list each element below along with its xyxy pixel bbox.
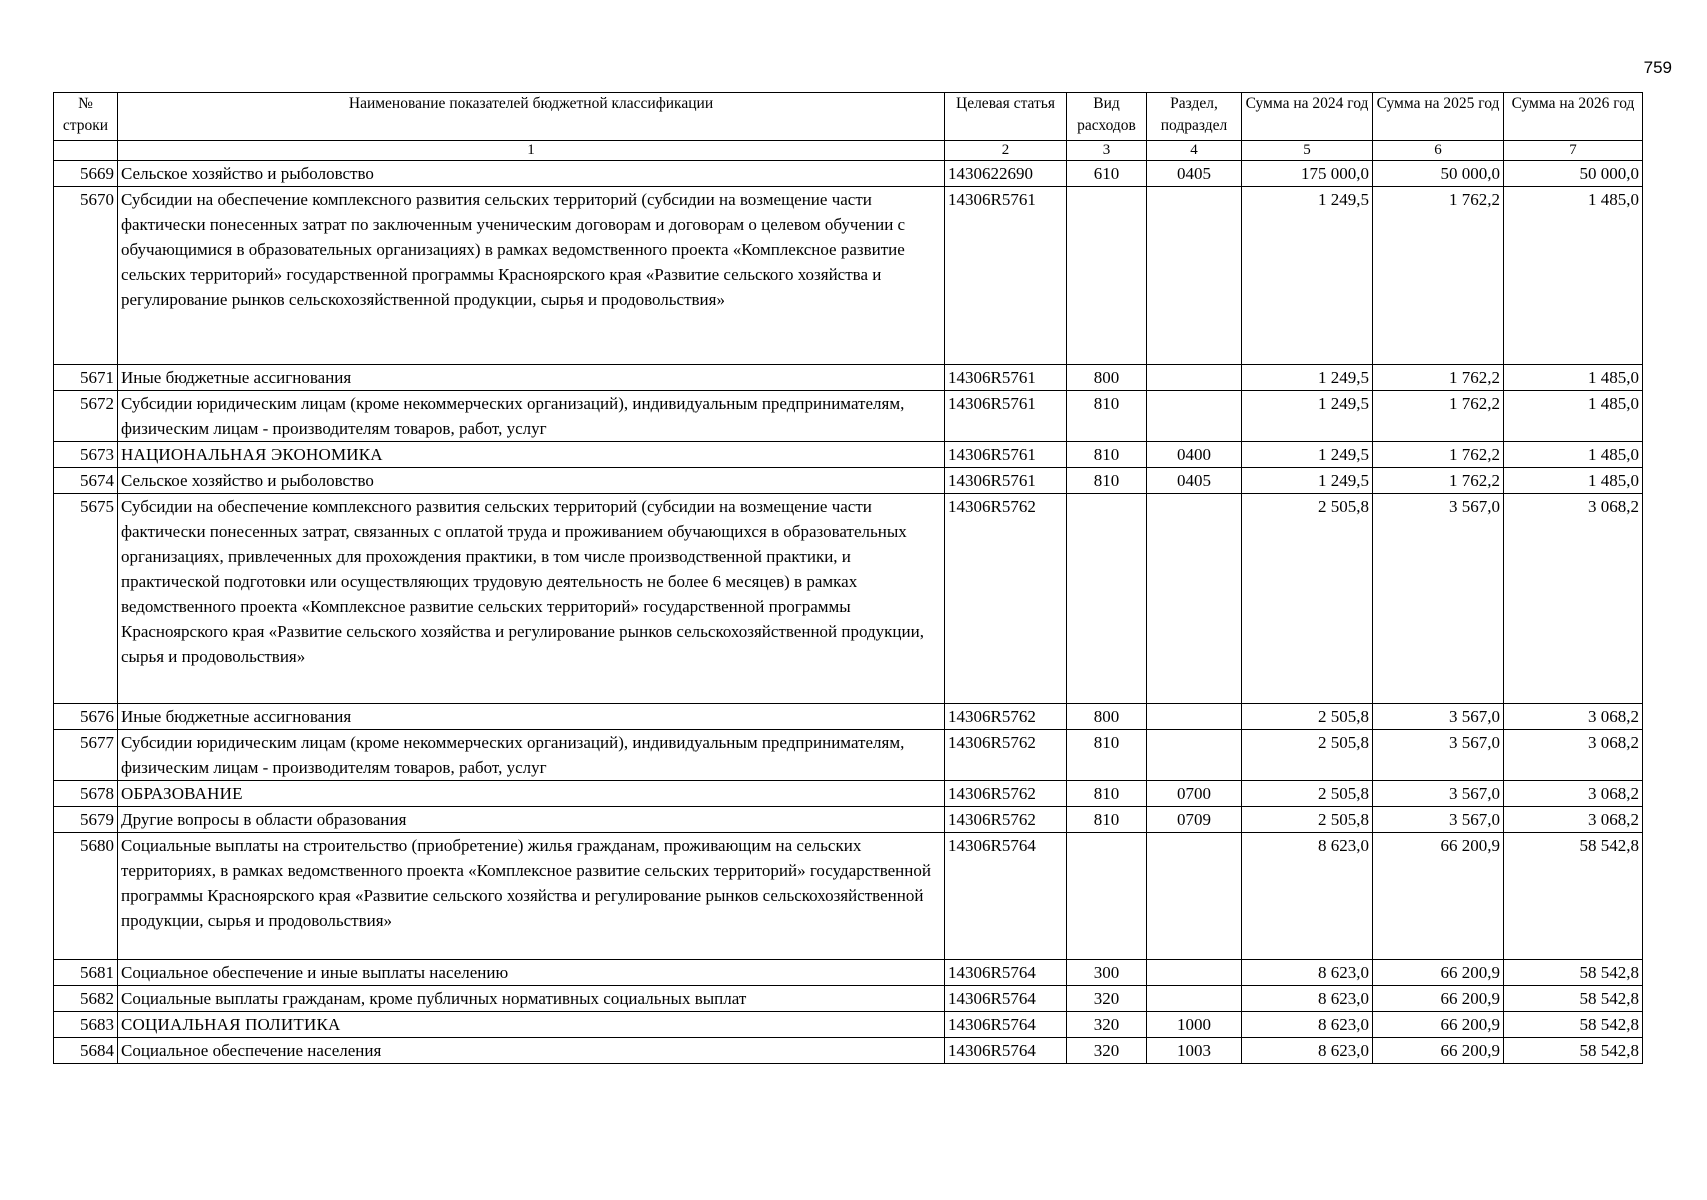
col-number [54,141,118,161]
row-number: 5676 [54,704,118,730]
row-sum-2025: 1 762,2 [1373,365,1504,391]
row-vid: 810 [1067,807,1147,833]
row-target-code: 14306R5762 [945,730,1067,781]
header-razdel: Раздел, подраздел [1147,93,1242,141]
row-sum-2024: 1 249,5 [1242,365,1373,391]
row-name: Иные бюджетные ассигнования [118,365,945,391]
row-sum-2025: 66 200,9 [1373,986,1504,1012]
table-row [54,730,1643,781]
row-sum-2024: 175 000,0 [1242,161,1373,187]
header-sum-2024: Сумма на 2024 год [1242,93,1373,141]
row-number: 5678 [54,781,118,807]
row-number: 5679 [54,807,118,833]
column-number-row [54,141,1643,161]
row-number: 5674 [54,468,118,494]
header-name: Наименование показателей бюджетной классификации [118,93,945,141]
row-sum-2026: 58 542,8 [1504,833,1643,960]
row-sum-2025: 66 200,9 [1373,1012,1504,1038]
row-number: 5673 [54,442,118,468]
row-razdel [1147,960,1242,986]
row-sum-2024: 8 623,0 [1242,1038,1373,1064]
row-sum-2025: 3 567,0 [1373,704,1504,730]
row-sum-2026: 58 542,8 [1504,960,1643,986]
table-row [54,161,1643,187]
row-vid: 810 [1067,442,1147,468]
row-target-code: 14306R5762 [945,781,1067,807]
row-razdel [1147,833,1242,960]
row-sum-2025: 1 762,2 [1373,442,1504,468]
row-sum-2026: 58 542,8 [1504,986,1643,1012]
row-sum-2025: 1 762,2 [1373,187,1504,365]
header-sum-2026: Сумма на 2026 год [1504,93,1643,141]
row-target-code: 14306R5761 [945,391,1067,442]
table-row [54,187,1643,365]
row-sum-2025: 66 200,9 [1373,1038,1504,1064]
row-sum-2026: 58 542,8 [1504,1038,1643,1064]
row-sum-2024: 1 249,5 [1242,468,1373,494]
table-row [54,704,1643,730]
row-sum-2024: 2 505,8 [1242,730,1373,781]
row-sum-2025: 3 567,0 [1373,781,1504,807]
row-sum-2024: 2 505,8 [1242,494,1373,704]
row-number: 5677 [54,730,118,781]
row-number: 5680 [54,833,118,960]
row-number: 5670 [54,187,118,365]
table-row [54,833,1643,960]
row-target-code: 14306R5762 [945,807,1067,833]
row-sum-2025: 66 200,9 [1373,833,1504,960]
col-number: 4 [1147,141,1242,161]
row-name: Социальное обеспечение и иные выплаты населению [118,960,945,986]
col-number: 3 [1067,141,1147,161]
row-name: Субсидии на обеспечение комплексного развития сельских территорий (субсидии на возмещение части фактически понесенных затрат, связанных с оплатой труда и проживанием обучающихся в образовательных организациях, привлеченных для прохождения практики, в том числе производственной практики, и практической подготовки или осуществляющих трудовую деятельность не более 6 месяцев) в рамках ведомственного проекта «Комплексное развитие сельских территорий» государственной программы Красноярского края «Развитие сельского хозяйства и регулирование рынков сельскохозяйственной продукции, сырья и продовольствия» [118,494,945,704]
row-vid: 810 [1067,468,1147,494]
row-target-code: 14306R5762 [945,494,1067,704]
row-razdel [1147,391,1242,442]
row-sum-2026: 3 068,2 [1504,704,1643,730]
row-number: 5682 [54,986,118,1012]
row-sum-2024: 2 505,8 [1242,807,1373,833]
row-number: 5669 [54,161,118,187]
row-vid: 810 [1067,781,1147,807]
row-sum-2025: 66 200,9 [1373,960,1504,986]
row-razdel [1147,986,1242,1012]
row-vid: 610 [1067,161,1147,187]
row-sum-2026: 1 485,0 [1504,365,1643,391]
header-target: Целевая статья [945,93,1067,141]
table-row [54,442,1643,468]
row-razdel: 0709 [1147,807,1242,833]
row-name: Другие вопросы в области образования [118,807,945,833]
row-number: 5681 [54,960,118,986]
row-razdel [1147,730,1242,781]
row-sum-2026: 3 068,2 [1504,807,1643,833]
header-row-no: № строки [54,93,118,141]
row-name: ОБРАЗОВАНИЕ [118,781,945,807]
table-row [54,781,1643,807]
row-target-code: 1430622690 [945,161,1067,187]
row-razdel [1147,704,1242,730]
row-vid [1067,187,1147,365]
row-vid [1067,833,1147,960]
table-row [54,1038,1643,1064]
row-sum-2024: 1 249,5 [1242,442,1373,468]
row-vid: 800 [1067,365,1147,391]
table-row [54,807,1643,833]
row-razdel: 0400 [1147,442,1242,468]
row-target-code: 14306R5764 [945,960,1067,986]
row-sum-2024: 8 623,0 [1242,960,1373,986]
row-sum-2026: 1 485,0 [1504,468,1643,494]
row-number: 5683 [54,1012,118,1038]
row-sum-2024: 2 505,8 [1242,704,1373,730]
row-razdel [1147,494,1242,704]
row-razdel: 0405 [1147,468,1242,494]
row-vid: 300 [1067,960,1147,986]
row-vid: 810 [1067,391,1147,442]
row-razdel: 1000 [1147,1012,1242,1038]
row-number: 5672 [54,391,118,442]
row-sum-2025: 1 762,2 [1373,468,1504,494]
table-row [54,986,1643,1012]
row-name: Субсидии юридическим лицам (кроме некоммерческих организаций), индивидуальным предпринимателям, физическим лицам - производителям товаров, работ, услуг [118,391,945,442]
table-row [54,1012,1643,1038]
row-name: Социальные выплаты на строительство (приобретение) жилья гражданам, проживающим на сельских территориях, в рамках ведомственного проекта «Комплексное развитие сельских территорий» государственной программы Красноярского края «Развитие сельского хозяйства и регулирование рынков сельскохозяйственной продукции, сырья и продовольствия» [118,833,945,960]
row-target-code: 14306R5764 [945,833,1067,960]
row-sum-2024: 2 505,8 [1242,781,1373,807]
row-sum-2026: 1 485,0 [1504,187,1643,365]
row-sum-2025: 3 567,0 [1373,730,1504,781]
row-sum-2026: 1 485,0 [1504,391,1643,442]
row-sum-2024: 8 623,0 [1242,986,1373,1012]
row-razdel [1147,365,1242,391]
page-number: 759 [1643,58,1672,77]
row-razdel: 1003 [1147,1038,1242,1064]
row-sum-2024: 8 623,0 [1242,833,1373,960]
row-sum-2025: 3 567,0 [1373,494,1504,704]
table-row [54,391,1643,442]
budget-table [53,92,1643,1064]
table-row [54,468,1643,494]
row-target-code: 14306R5761 [945,187,1067,365]
row-vid [1067,494,1147,704]
row-number: 5675 [54,494,118,704]
row-sum-2026: 3 068,2 [1504,781,1643,807]
table-header [54,93,1643,161]
row-razdel [1147,187,1242,365]
table-row [54,365,1643,391]
row-vid: 320 [1067,986,1147,1012]
row-vid: 320 [1067,1038,1147,1064]
row-target-code: 14306R5764 [945,986,1067,1012]
row-sum-2026: 58 542,8 [1504,1012,1643,1038]
table-row [54,494,1643,704]
row-sum-2025: 50 000,0 [1373,161,1504,187]
row-razdel: 0700 [1147,781,1242,807]
row-vid: 810 [1067,730,1147,781]
row-name: Субсидии на обеспечение комплексного развития сельских территорий (субсидии на возмещение части фактически понесенных затрат по заключенным ученическим договорам и договорам о целевом обучении с обучающимися в образовательных организациях) в рамках ведомственного проекта «Комплексное развитие сельских территорий» государственной программы Красноярского края «Развитие сельского хозяйства и регулирование рынков сельскохозяйственной продукции, сырья и продовольствия» [118,187,945,365]
row-target-code: 14306R5761 [945,468,1067,494]
row-sum-2025: 3 567,0 [1373,807,1504,833]
table-row [54,960,1643,986]
row-razdel: 0405 [1147,161,1242,187]
row-sum-2024: 1 249,5 [1242,391,1373,442]
col-number: 6 [1373,141,1504,161]
row-target-code: 14306R5764 [945,1012,1067,1038]
row-sum-2026: 1 485,0 [1504,442,1643,468]
row-vid: 800 [1067,704,1147,730]
row-name: Сельское хозяйство и рыболовство [118,161,945,187]
row-sum-2026: 50 000,0 [1504,161,1643,187]
col-number: 1 [118,141,945,161]
row-vid: 320 [1067,1012,1147,1038]
row-sum-2024: 8 623,0 [1242,1012,1373,1038]
row-name: Социальные выплаты гражданам, кроме публичных нормативных социальных выплат [118,986,945,1012]
row-target-code: 14306R5761 [945,365,1067,391]
header-vid: Вид расходов [1067,93,1147,141]
table-body [54,161,1643,1064]
row-sum-2025: 1 762,2 [1373,391,1504,442]
row-name: НАЦИОНАЛЬНАЯ ЭКОНОМИКА [118,442,945,468]
row-number: 5671 [54,365,118,391]
row-target-code: 14306R5764 [945,1038,1067,1064]
row-sum-2026: 3 068,2 [1504,730,1643,781]
col-number: 2 [945,141,1067,161]
row-number: 5684 [54,1038,118,1064]
col-number: 7 [1504,141,1643,161]
row-target-code: 14306R5762 [945,704,1067,730]
row-name: Субсидии юридическим лицам (кроме некоммерческих организаций), индивидуальным предпринимателям, физическим лицам - производителям товаров, работ, услуг [118,730,945,781]
row-name: Иные бюджетные ассигнования [118,704,945,730]
col-number: 5 [1242,141,1373,161]
header-sum-2025: Сумма на 2025 год [1373,93,1504,141]
row-name: Социальное обеспечение населения [118,1038,945,1064]
row-target-code: 14306R5761 [945,442,1067,468]
row-sum-2024: 1 249,5 [1242,187,1373,365]
row-name: Сельское хозяйство и рыболовство [118,468,945,494]
row-name: СОЦИАЛЬНАЯ ПОЛИТИКА [118,1012,945,1038]
row-sum-2026: 3 068,2 [1504,494,1643,704]
